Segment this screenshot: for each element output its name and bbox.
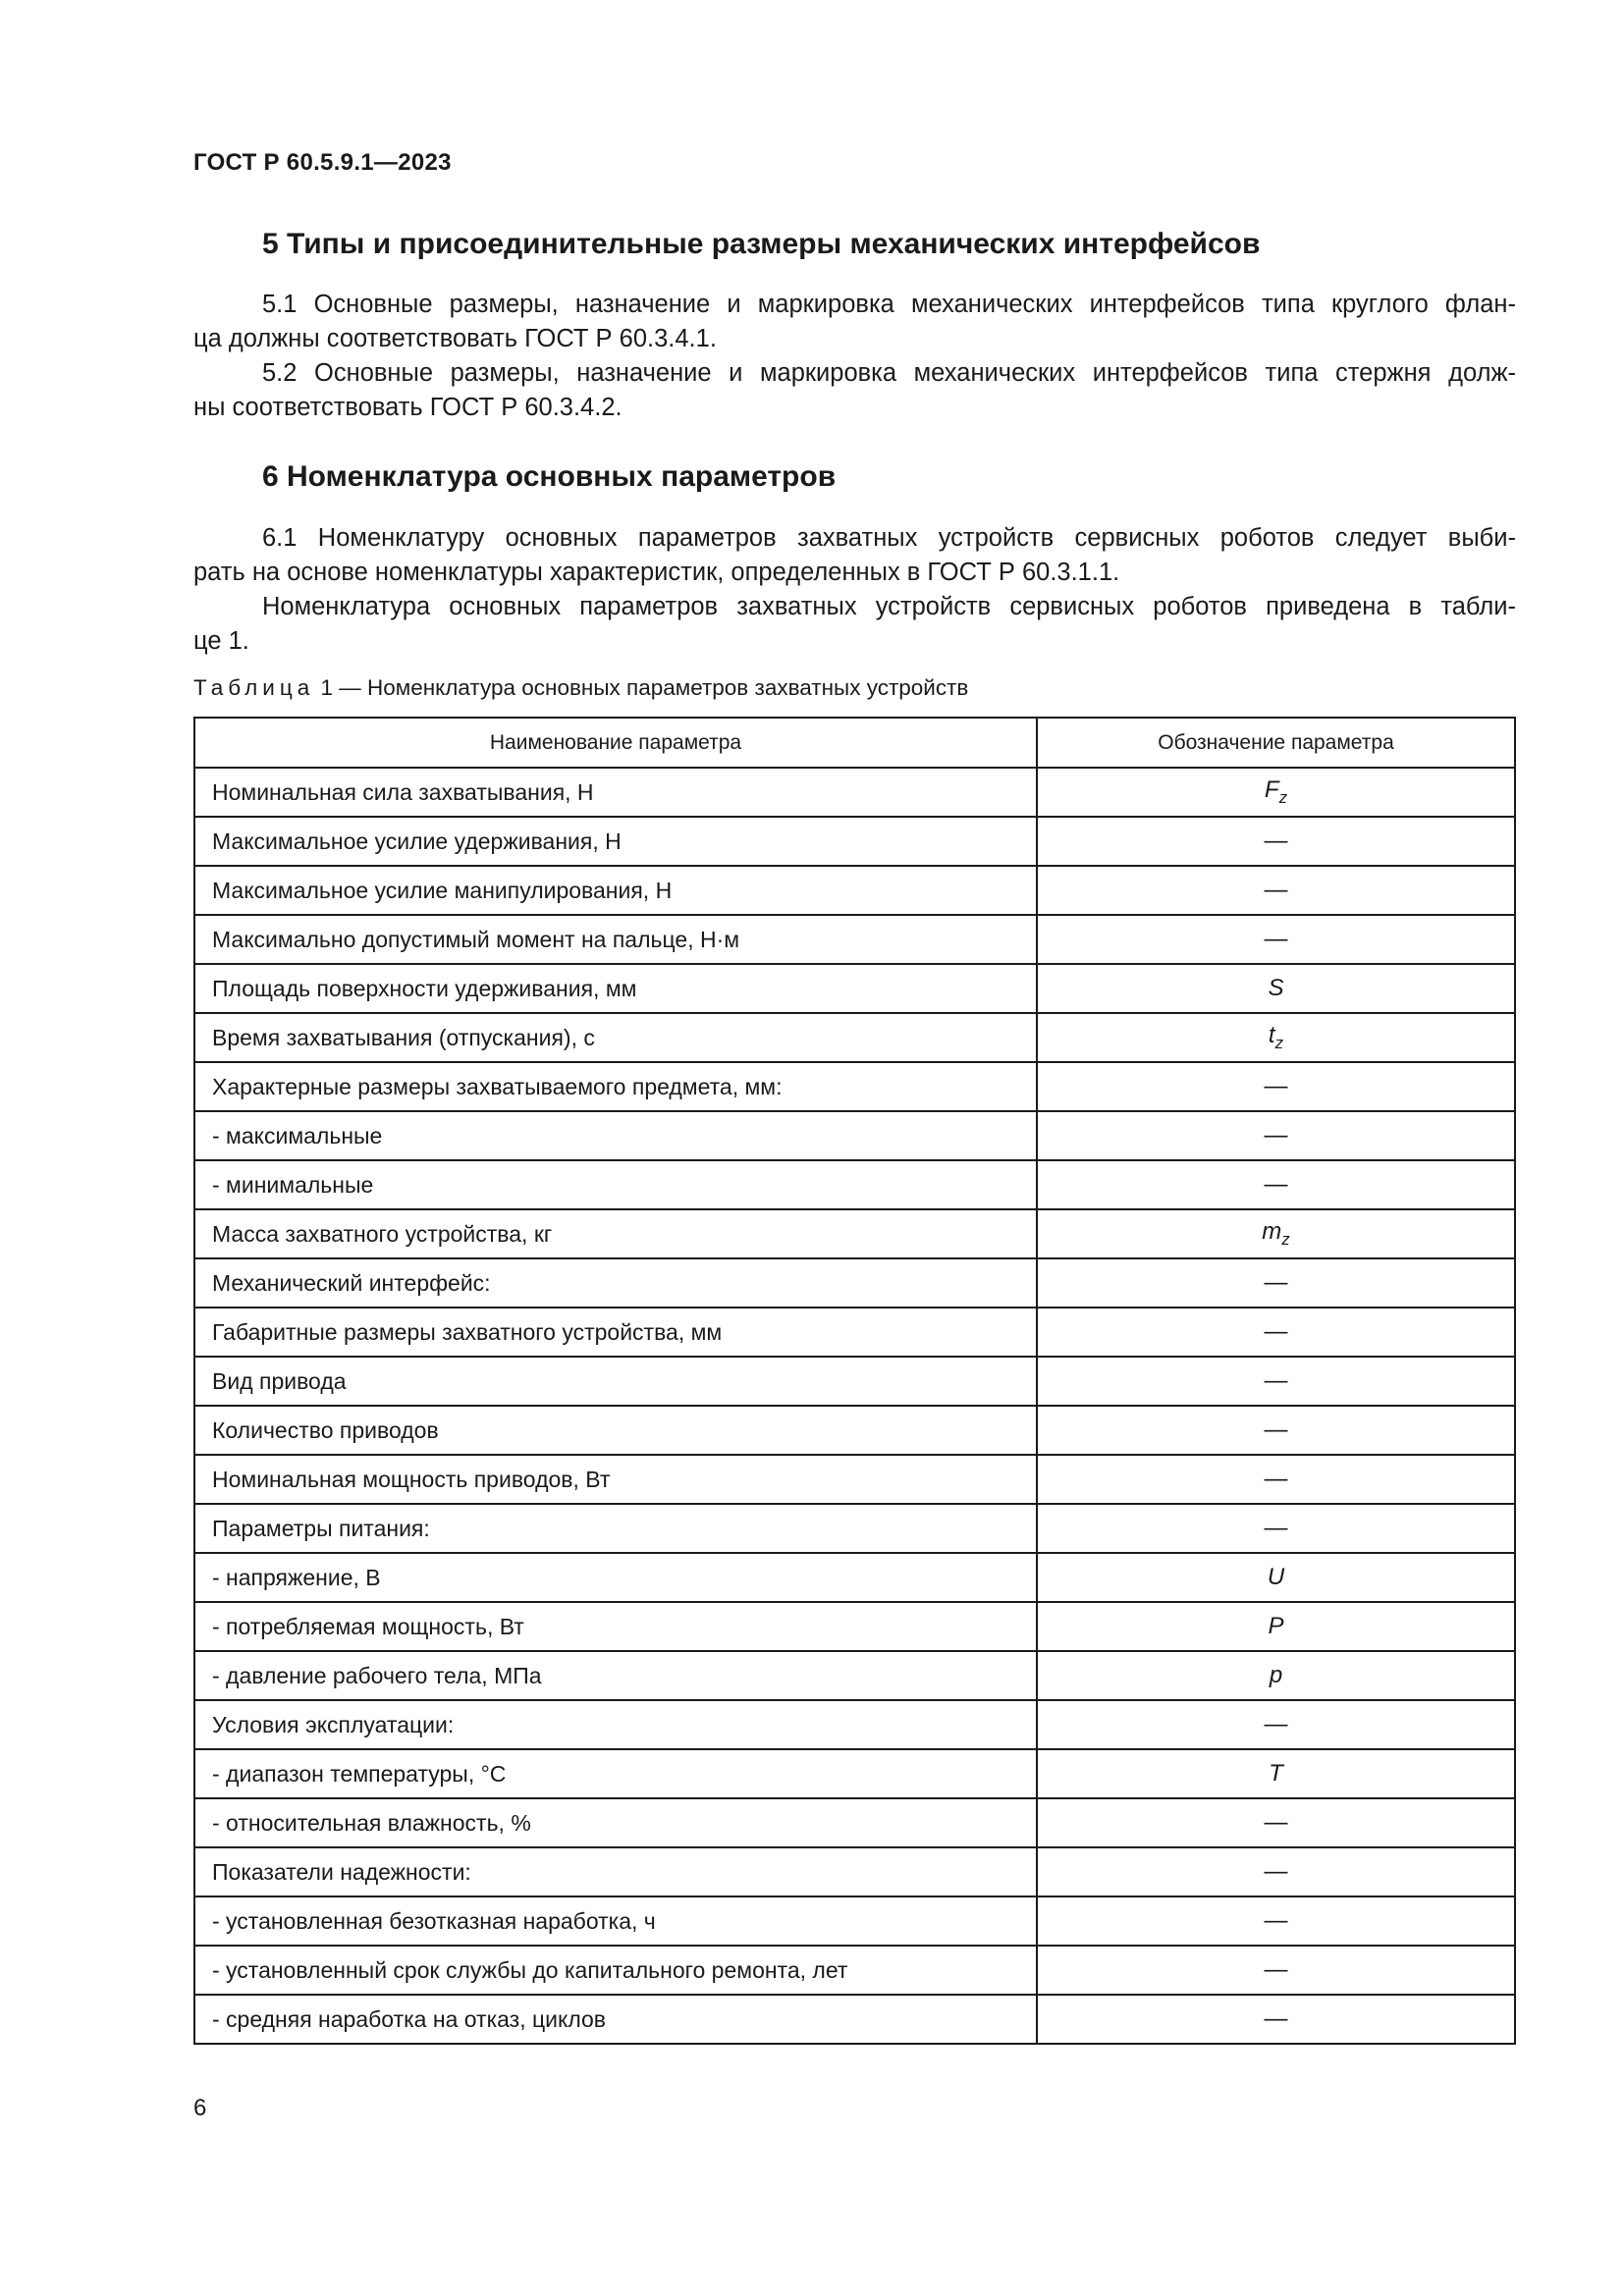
parameter-symbol: T bbox=[1269, 1760, 1283, 1787]
table-row bbox=[194, 1946, 1515, 1995]
parameter-symbol-cell bbox=[1037, 1896, 1515, 1946]
parameter-name-cell: Номинальная мощность приводов, Вт bbox=[194, 1455, 1037, 1504]
paragraph-line: ны соответствовать ГОСТ Р 60.3.4.2. bbox=[193, 394, 623, 421]
parameter-name-cell: Габаритные размеры захватного устройства, мм bbox=[194, 1308, 1037, 1357]
parameter-symbol-subscript: z bbox=[1278, 788, 1288, 807]
table-row bbox=[194, 1798, 1515, 1847]
parameter-symbol-cell bbox=[1037, 1504, 1515, 1553]
table-row bbox=[194, 1357, 1515, 1406]
parameter-symbol-cell bbox=[1037, 1013, 1515, 1062]
paragraph-line: 5.2 Основные размеры, назначение и маркировка механических интерфейсов типа стержня долж- bbox=[262, 359, 1516, 387]
table-row bbox=[194, 1896, 1515, 1946]
header-parameter-symbol: Обозначение параметра bbox=[1037, 718, 1515, 768]
parameter-symbol: p bbox=[1269, 1662, 1283, 1688]
paragraph-line: Номенклатура основных параметров захватных устройств сервисных роботов приведена в табли- bbox=[262, 593, 1516, 620]
table-row bbox=[194, 915, 1515, 964]
section-5-paragraph-2 bbox=[193, 356, 1516, 425]
parameter-symbol-cell bbox=[1037, 1749, 1515, 1798]
table-row bbox=[194, 1995, 1515, 2044]
paragraph-line: 6.1 Номенклатуру основных параметров захватных устройств сервисных роботов следует выби- bbox=[262, 524, 1516, 552]
parameter-symbol: P bbox=[1268, 1613, 1284, 1639]
parameter-symbol-cell bbox=[1037, 1406, 1515, 1455]
parameter-name-cell: Время захватывания (отпускания), с bbox=[194, 1013, 1037, 1062]
parameter-symbol: — bbox=[1264, 1858, 1288, 1885]
parameter-symbol-subscript: z bbox=[1281, 1230, 1290, 1249]
parameter-name-cell: - средняя наработка на отказ, циклов bbox=[194, 1995, 1037, 2044]
parameter-symbol: — bbox=[1264, 1073, 1288, 1099]
parameter-name-cell: - диапазон температуры, °С bbox=[194, 1749, 1037, 1798]
parameter-name-cell: - установленный срок службы до капитального ремонта, лет bbox=[194, 1946, 1037, 1995]
table-row bbox=[194, 964, 1515, 1013]
parameter-symbol: — bbox=[1264, 1416, 1288, 1443]
parameter-name-cell: - минимальные bbox=[194, 1160, 1037, 1209]
parameter-symbol: F bbox=[1264, 776, 1279, 803]
parameter-symbol-cell bbox=[1037, 964, 1515, 1013]
parameter-symbol-cell bbox=[1037, 1553, 1515, 1602]
parameter-symbol-cell bbox=[1037, 1258, 1515, 1308]
section-6-title: 6 Номенклатура основных параметров bbox=[262, 460, 837, 493]
parameter-name-cell: - относительная влажность, % bbox=[194, 1798, 1037, 1847]
parameter-name-cell: Максимальное усилие удерживания, Н bbox=[194, 817, 1037, 866]
table-row bbox=[194, 1406, 1515, 1455]
parameters-table bbox=[193, 717, 1516, 2045]
parameter-symbol: — bbox=[1264, 1956, 1288, 1983]
table-row bbox=[194, 1847, 1515, 1896]
parameter-symbol: — bbox=[1264, 877, 1288, 903]
table-row bbox=[194, 866, 1515, 915]
table-row bbox=[194, 1455, 1515, 1504]
parameter-symbol: — bbox=[1264, 926, 1288, 952]
table-caption-text: 1 — Номенклатура основных параметров захватных устройств bbox=[320, 675, 969, 700]
section-5-title: 5 Типы и присоединительные размеры механических интерфейсов bbox=[262, 228, 1261, 260]
parameter-name-cell: Масса захватного устройства, кг bbox=[194, 1209, 1037, 1258]
parameter-symbol: t bbox=[1268, 1022, 1275, 1048]
parameter-symbol: — bbox=[1264, 1466, 1288, 1492]
section-5-paragraph-1 bbox=[193, 288, 1516, 356]
table-row bbox=[194, 817, 1515, 866]
header-parameter-name: Наименование параметра bbox=[194, 718, 1037, 768]
parameter-name-cell: - максимальные bbox=[194, 1111, 1037, 1160]
parameter-symbol-cell bbox=[1037, 1160, 1515, 1209]
parameter-name-cell: Количество приводов bbox=[194, 1406, 1037, 1455]
parameter-symbol-cell bbox=[1037, 1455, 1515, 1504]
parameter-symbol-cell bbox=[1037, 1847, 1515, 1896]
table-caption-prefix: Таблица bbox=[193, 675, 315, 700]
page-number: 6 bbox=[193, 2095, 207, 2121]
parameter-name-cell: Характерные размеры захватываемого предмета, мм: bbox=[194, 1062, 1037, 1111]
parameter-name-cell: Максимально допустимый момент на пальце, Н·м bbox=[194, 915, 1037, 964]
parameter-symbol-cell bbox=[1037, 1357, 1515, 1406]
parameter-symbol: m bbox=[1262, 1218, 1282, 1245]
parameter-symbol-subscript: z bbox=[1274, 1034, 1284, 1052]
parameter-symbol-cell bbox=[1037, 1946, 1515, 1995]
parameter-symbol-cell bbox=[1037, 1308, 1515, 1357]
parameter-symbol: S bbox=[1268, 975, 1284, 1001]
parameter-symbol: — bbox=[1264, 1809, 1288, 1836]
section-6-paragraph-1 bbox=[193, 521, 1516, 590]
parameter-symbol: — bbox=[1264, 1907, 1288, 1934]
paragraph-line: рать на основе номенклатуры характеристик, определенных в ГОСТ Р 60.3.1.1. bbox=[193, 559, 1120, 586]
parameter-name-cell: Максимальное усилие манипулирования, Н bbox=[194, 866, 1037, 915]
parameter-name-cell: Параметры питания: bbox=[194, 1504, 1037, 1553]
parameter-name-cell: Вид привода bbox=[194, 1357, 1037, 1406]
parameter-symbol: U bbox=[1267, 1564, 1285, 1590]
parameter-symbol-cell bbox=[1037, 1062, 1515, 1111]
table-row bbox=[194, 1553, 1515, 1602]
parameter-symbol-cell bbox=[1037, 1602, 1515, 1651]
document-code: ГОСТ Р 60.5.9.1—2023 bbox=[193, 149, 452, 176]
table-row bbox=[194, 1602, 1515, 1651]
parameter-symbol: — bbox=[1264, 1122, 1288, 1148]
table-row bbox=[194, 768, 1515, 817]
parameter-symbol-cell bbox=[1037, 1651, 1515, 1700]
parameter-name-cell: Механический интерфейс: bbox=[194, 1258, 1037, 1308]
parameter-symbol: — bbox=[1264, 1318, 1288, 1345]
paragraph-line: 5.1 Основные размеры, назначение и маркировка механических интерфейсов типа круглого флан- bbox=[262, 291, 1516, 318]
parameter-symbol-cell bbox=[1037, 1798, 1515, 1847]
table-caption bbox=[193, 675, 968, 701]
parameter-symbol: — bbox=[1264, 1171, 1288, 1198]
parameter-symbol: — bbox=[1264, 1515, 1288, 1541]
parameter-symbol: — bbox=[1264, 1711, 1288, 1737]
parameter-symbol-cell bbox=[1037, 1111, 1515, 1160]
table-row bbox=[194, 1651, 1515, 1700]
parameter-symbol: — bbox=[1264, 1367, 1288, 1394]
table-row bbox=[194, 1013, 1515, 1062]
parameter-symbol: — bbox=[1264, 2005, 1288, 2032]
parameter-symbol-cell bbox=[1037, 1995, 1515, 2044]
parameter-symbol-cell bbox=[1037, 866, 1515, 915]
parameter-name-cell: - установленная безотказная наработка, ч bbox=[194, 1896, 1037, 1946]
table-row bbox=[194, 1258, 1515, 1308]
table-row bbox=[194, 1700, 1515, 1749]
parameter-symbol-cell bbox=[1037, 817, 1515, 866]
parameter-name-cell: Площадь поверхности удерживания, мм bbox=[194, 964, 1037, 1013]
parameter-symbol: — bbox=[1264, 1269, 1288, 1296]
parameter-name-cell: - потребляемая мощность, Вт bbox=[194, 1602, 1037, 1651]
parameter-symbol-cell bbox=[1037, 768, 1515, 817]
table-header-row bbox=[194, 718, 1515, 768]
table-row bbox=[194, 1308, 1515, 1357]
parameter-symbol-cell bbox=[1037, 1700, 1515, 1749]
parameter-name-cell: Показатели надежности: bbox=[194, 1847, 1037, 1896]
section-6-paragraph-2 bbox=[193, 590, 1516, 659]
parameter-symbol: — bbox=[1264, 828, 1288, 854]
table-row bbox=[194, 1111, 1515, 1160]
parameter-symbol-cell bbox=[1037, 1209, 1515, 1258]
table-row bbox=[194, 1749, 1515, 1798]
parameter-name-cell: Условия эксплуатации: bbox=[194, 1700, 1037, 1749]
parameter-name-cell: Номинальная сила захватывания, Н bbox=[194, 768, 1037, 817]
parameter-symbol-cell bbox=[1037, 915, 1515, 964]
parameter-name-cell: - давление рабочего тела, МПа bbox=[194, 1651, 1037, 1700]
table-row bbox=[194, 1160, 1515, 1209]
table-row bbox=[194, 1062, 1515, 1111]
table-row bbox=[194, 1209, 1515, 1258]
paragraph-line: це 1. bbox=[193, 627, 249, 655]
paragraph-line: ца должны соответствовать ГОСТ Р 60.3.4.1. bbox=[193, 325, 717, 352]
parameter-name-cell: - напряжение, В bbox=[194, 1553, 1037, 1602]
table-row bbox=[194, 1504, 1515, 1553]
